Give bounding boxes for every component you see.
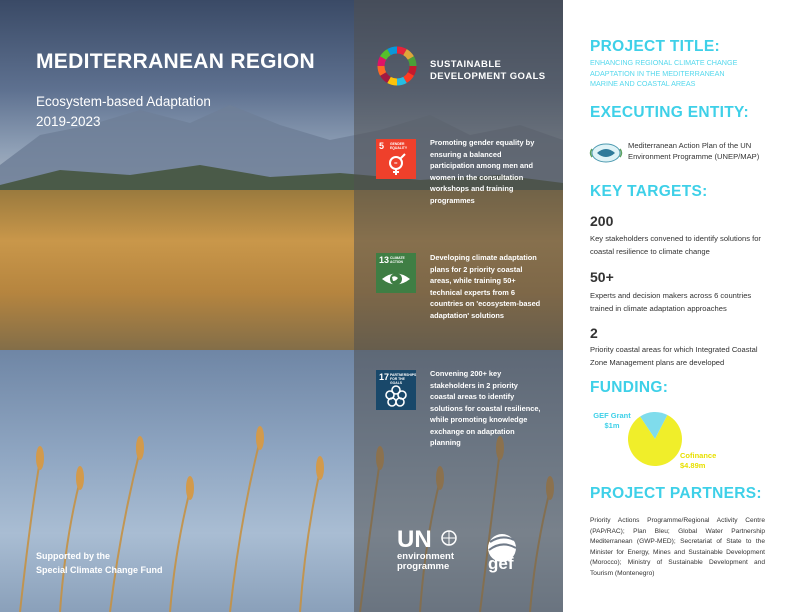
cover-title: MEDITERRANEAN REGION [36, 50, 316, 73]
subtitle-line: Ecosystem-based Adaptation [36, 94, 211, 109]
pie-label-cofinance [680, 451, 740, 471]
partnerships-icon [376, 384, 416, 408]
goal-number: 13 [379, 255, 390, 265]
goal-number: 17 [379, 372, 390, 382]
target-description: Priority coastal areas for which Integrated Coastal Zone Management plans are developed [590, 345, 758, 367]
goal-17-text: Convening 200+ key stakeholders in 2 priority coastal areas to identify solutions for coastal resilience, while promoting knowledge exchange on adaptation planning [430, 369, 541, 447]
pie-label-name: Cofinance [680, 451, 717, 460]
un-emblem-icon [440, 529, 458, 547]
goal-label: GENDER EQUALITY [390, 142, 408, 150]
target-description: Key stakeholders convened to identify solutions for coastal resilience to climate change [590, 234, 761, 256]
gef-logo [480, 530, 524, 579]
svg-text:=: = [394, 161, 398, 167]
goal-label: CLIMATE ACTION [390, 256, 405, 264]
target-description: Experts and decision makers across 6 countries trained in climate adaptation approaches [590, 291, 752, 313]
target-value: 50+ [590, 269, 614, 285]
supported-by-text [36, 549, 163, 577]
project-partners-heading: PROJECT PARTNERS: [590, 485, 762, 502]
un-logo-line: environment [397, 551, 455, 562]
project-title-heading: PROJECT TITLE: [590, 38, 720, 55]
project-title-text: ENHANCING REGIONAL CLIMATE CHANGE ADAPTATION IN THE MEDITERRANEAN MARINE AND COASTAL AREAS [590, 58, 738, 88]
sdg-goal-5-icon [376, 139, 416, 179]
pie-label-amount: $4.89m [680, 461, 706, 470]
gef-logo-text: gef [488, 554, 514, 573]
sdg-heading-line: SUSTAINABLE [430, 59, 502, 70]
target-value: 2 [590, 325, 598, 341]
pie-label-amount: $1m [604, 421, 620, 430]
sdg-heading [430, 59, 546, 83]
sdg-heading-line: DEVELOPMENT GOALS [430, 71, 546, 82]
climate-action-eye-icon [376, 267, 416, 291]
pie-label-gef-grant [588, 411, 636, 431]
goal-13-text: Developing climate adaptation plans for 2 priority coastal areas, while training 50+ technical experts from 6 countries on 'ecosystem-based adaptation' solutions [430, 253, 541, 320]
key-targets-heading: KEY TARGETS: [590, 183, 708, 200]
goal-5-text: Promoting gender equality by ensuring a balanced participation among men and women in the consultation workshops and training programmes [430, 138, 535, 205]
executing-entity-heading: EXECUTING ENTITY: [590, 104, 749, 121]
unep-map-logo [589, 141, 623, 165]
fund-name: Special Climate Change Fund [36, 565, 163, 575]
sdg-goal-13-icon [376, 253, 416, 293]
gender-equality-icon [376, 153, 416, 177]
goal-number: 5 [379, 141, 385, 151]
cover-subtitle [36, 92, 211, 132]
supported-line: Supported by the [36, 551, 110, 561]
target-value: 200 [590, 213, 614, 229]
subtitle-years: 2019-2023 [36, 114, 101, 129]
project-partners-text: Priority Actions Programme/Regional Activity Centre (PAP/RAC); Plan Bleu; Global Water Partnership Mediterranean (GWP-MED); Secretariat of State to the Minister for Energy, Mines and Sustainable Development (Morocco); Ministry of Sustainable Development and Tourism (Montenegro) [590, 517, 765, 577]
goal-label: PARTNERSHIPS FOR THE GOALS [390, 373, 417, 385]
un-logo-letters: UN [397, 526, 432, 553]
pie-label-name: GEF Grant [593, 411, 631, 420]
sdg-goal-17-icon [376, 370, 416, 410]
funding-heading: FUNDING: [590, 379, 669, 396]
sdg-wheel-icon [377, 46, 417, 86]
un-logo-line: programme [397, 561, 450, 572]
executing-entity-text: Mediterranean Action Plan of the UN Environment Programme (UNEP/MAP) [628, 141, 760, 161]
